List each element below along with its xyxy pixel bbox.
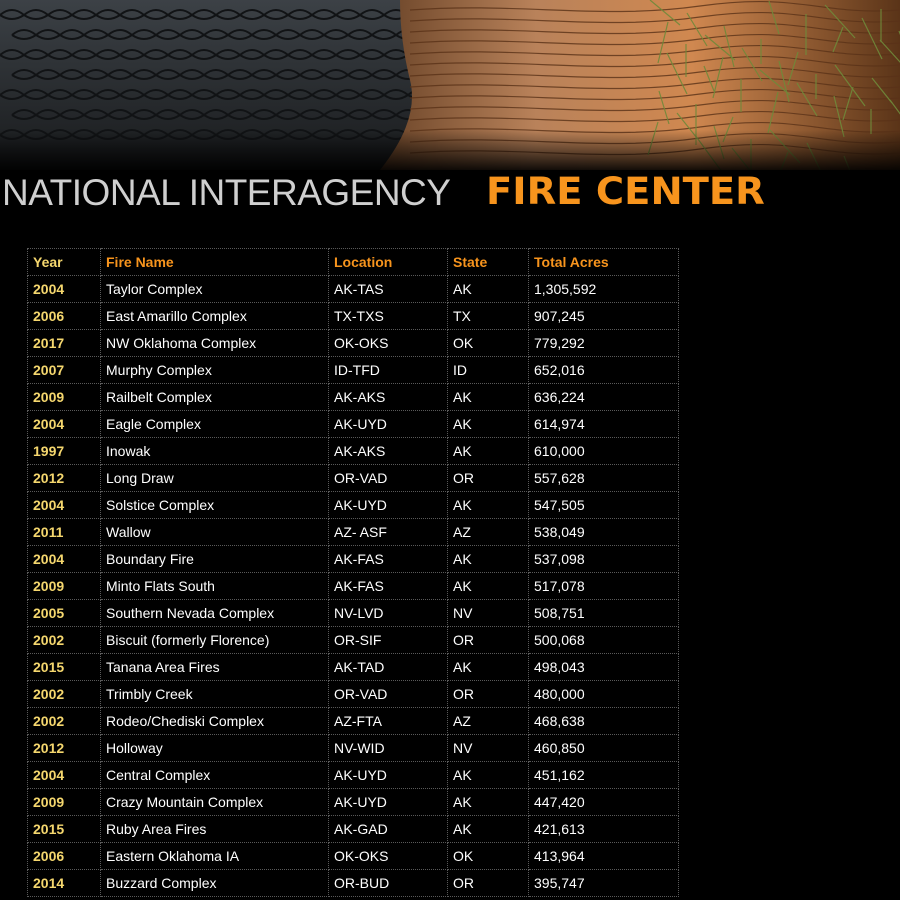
- table-row: [28, 411, 679, 438]
- cell-total-acres: 460,850: [529, 735, 679, 762]
- cell-state: TX: [448, 303, 529, 330]
- cell-fire-name: Boundary Fire: [101, 546, 329, 573]
- cell-location: AK-FAS: [329, 573, 448, 600]
- table-row: [28, 654, 679, 681]
- cell-year: 2012: [28, 465, 101, 492]
- cell-location: AK-GAD: [329, 816, 448, 843]
- cell-state: NV: [448, 735, 529, 762]
- cell-state: AZ: [448, 519, 529, 546]
- cell-fire-name: Taylor Complex: [101, 276, 329, 303]
- cell-location: OR-VAD: [329, 465, 448, 492]
- cell-total-acres: 517,078: [529, 573, 679, 600]
- cell-fire-name: NW Oklahoma Complex: [101, 330, 329, 357]
- cell-location: AK-UYD: [329, 762, 448, 789]
- cell-year: 2009: [28, 789, 101, 816]
- cell-year: 2014: [28, 870, 101, 897]
- cell-total-acres: 636,224: [529, 384, 679, 411]
- cell-state: OR: [448, 465, 529, 492]
- cell-total-acres: 907,245: [529, 303, 679, 330]
- cell-state: OR: [448, 627, 529, 654]
- cell-location: OR-SIF: [329, 627, 448, 654]
- cell-location: OR-BUD: [329, 870, 448, 897]
- table-row: [28, 762, 679, 789]
- table-row: [28, 870, 679, 897]
- cell-year: 2009: [28, 573, 101, 600]
- largest-fires-table: [27, 248, 679, 897]
- cell-year: 2004: [28, 546, 101, 573]
- cell-location: ID-TFD: [329, 357, 448, 384]
- cell-state: AZ: [448, 708, 529, 735]
- cell-state: AK: [448, 438, 529, 465]
- table-row: [28, 627, 679, 654]
- cell-total-acres: 537,098: [529, 546, 679, 573]
- header-year: Year: [28, 249, 101, 276]
- table-row: [28, 789, 679, 816]
- cell-fire-name: Tanana Area Fires: [101, 654, 329, 681]
- cell-year: 2007: [28, 357, 101, 384]
- cell-state: AK: [448, 411, 529, 438]
- cell-year: 2011: [28, 519, 101, 546]
- cell-state: OK: [448, 330, 529, 357]
- table-row: [28, 384, 679, 411]
- cell-year: 2004: [28, 762, 101, 789]
- table-row: [28, 816, 679, 843]
- cell-location: OK-OKS: [329, 843, 448, 870]
- cell-location: AK-UYD: [329, 789, 448, 816]
- cell-year: 2015: [28, 816, 101, 843]
- cell-state: ID: [448, 357, 529, 384]
- cell-total-acres: 421,613: [529, 816, 679, 843]
- cell-total-acres: 614,974: [529, 411, 679, 438]
- cell-year: 2005: [28, 600, 101, 627]
- cell-year: 2002: [28, 627, 101, 654]
- cell-total-acres: 547,505: [529, 492, 679, 519]
- cell-state: AK: [448, 384, 529, 411]
- cell-fire-name: Crazy Mountain Complex: [101, 789, 329, 816]
- header-fire-name: Fire Name: [101, 249, 329, 276]
- table-body: [28, 276, 679, 897]
- table-row: [28, 276, 679, 303]
- cell-fire-name: Long Draw: [101, 465, 329, 492]
- cell-year: 2012: [28, 735, 101, 762]
- cell-fire-name: East Amarillo Complex: [101, 303, 329, 330]
- table-row: [28, 330, 679, 357]
- cell-state: AK: [448, 816, 529, 843]
- cell-year: 2002: [28, 708, 101, 735]
- cell-year: 2006: [28, 843, 101, 870]
- cell-fire-name: Minto Flats South: [101, 573, 329, 600]
- cell-location: AK-TAS: [329, 276, 448, 303]
- cell-location: TX-TXS: [329, 303, 448, 330]
- header-state: State: [448, 249, 529, 276]
- cell-state: NV: [448, 600, 529, 627]
- cell-total-acres: 610,000: [529, 438, 679, 465]
- cell-year: 2004: [28, 492, 101, 519]
- cell-location: AZ- ASF: [329, 519, 448, 546]
- cell-year: 2004: [28, 411, 101, 438]
- table-row: [28, 357, 679, 384]
- cell-fire-name: Rodeo/Chediski Complex: [101, 708, 329, 735]
- table-row: [28, 465, 679, 492]
- cell-state: AK: [448, 573, 529, 600]
- cell-total-acres: 779,292: [529, 330, 679, 357]
- cell-state: AK: [448, 276, 529, 303]
- cell-total-acres: 1,305,592: [529, 276, 679, 303]
- cell-fire-name: Buzzard Complex: [101, 870, 329, 897]
- header-banner-image: [0, 0, 900, 170]
- cell-location: AZ-FTA: [329, 708, 448, 735]
- title-national-interagency: NATIONAL INTERAGENCY: [2, 172, 451, 213]
- table-row: [28, 600, 679, 627]
- header-location: Location: [329, 249, 448, 276]
- cell-fire-name: Trimbly Creek: [101, 681, 329, 708]
- cell-state: AK: [448, 492, 529, 519]
- cell-location: NV-LVD: [329, 600, 448, 627]
- cell-year: 2017: [28, 330, 101, 357]
- cell-total-acres: 395,747: [529, 870, 679, 897]
- cell-total-acres: 451,162: [529, 762, 679, 789]
- cell-fire-name: Southern Nevada Complex: [101, 600, 329, 627]
- cell-fire-name: Central Complex: [101, 762, 329, 789]
- cell-state: AK: [448, 546, 529, 573]
- cell-year: 2006: [28, 303, 101, 330]
- cell-total-acres: 652,016: [529, 357, 679, 384]
- site-title: [0, 168, 900, 218]
- cell-total-acres: 413,964: [529, 843, 679, 870]
- header-total-acres: Total Acres: [529, 249, 679, 276]
- cell-location: AK-FAS: [329, 546, 448, 573]
- table-row: [28, 735, 679, 762]
- title-fire-center: FIRE CENTER: [486, 170, 765, 213]
- table-row: [28, 681, 679, 708]
- cell-fire-name: Railbelt Complex: [101, 384, 329, 411]
- cell-state: OK: [448, 843, 529, 870]
- table-header-row: [28, 249, 679, 276]
- cell-total-acres: 538,049: [529, 519, 679, 546]
- cell-location: AK-UYD: [329, 492, 448, 519]
- cell-fire-name: Holloway: [101, 735, 329, 762]
- cell-location: AK-UYD: [329, 411, 448, 438]
- cell-location: OK-OKS: [329, 330, 448, 357]
- cell-year: 2002: [28, 681, 101, 708]
- cell-total-acres: 498,043: [529, 654, 679, 681]
- cell-total-acres: 468,638: [529, 708, 679, 735]
- table-row: [28, 573, 679, 600]
- cell-year: 1997: [28, 438, 101, 465]
- table-row: [28, 519, 679, 546]
- table-row: [28, 708, 679, 735]
- table-row: [28, 492, 679, 519]
- cell-total-acres: 447,420: [529, 789, 679, 816]
- cell-year: 2004: [28, 276, 101, 303]
- cell-fire-name: Biscuit (formerly Florence): [101, 627, 329, 654]
- cell-fire-name: Inowak: [101, 438, 329, 465]
- table-row: [28, 438, 679, 465]
- cell-fire-name: Solstice Complex: [101, 492, 329, 519]
- table-row: [28, 843, 679, 870]
- cell-fire-name: Eagle Complex: [101, 411, 329, 438]
- cell-state: OR: [448, 681, 529, 708]
- cell-fire-name: Eastern Oklahoma IA: [101, 843, 329, 870]
- cell-fire-name: Wallow: [101, 519, 329, 546]
- table-row: [28, 303, 679, 330]
- cell-year: 2015: [28, 654, 101, 681]
- cell-total-acres: 508,751: [529, 600, 679, 627]
- cell-state: AK: [448, 654, 529, 681]
- cell-location: AK-AKS: [329, 438, 448, 465]
- cell-location: OR-VAD: [329, 681, 448, 708]
- cell-year: 2009: [28, 384, 101, 411]
- cell-state: AK: [448, 762, 529, 789]
- table-row: [28, 546, 679, 573]
- banner-fade: [0, 130, 900, 170]
- cell-location: AK-AKS: [329, 384, 448, 411]
- cell-fire-name: Ruby Area Fires: [101, 816, 329, 843]
- cell-state: AK: [448, 789, 529, 816]
- cell-location: NV-WID: [329, 735, 448, 762]
- cell-total-acres: 480,000: [529, 681, 679, 708]
- cell-total-acres: 557,628: [529, 465, 679, 492]
- cell-location: AK-TAD: [329, 654, 448, 681]
- cell-total-acres: 500,068: [529, 627, 679, 654]
- cell-fire-name: Murphy Complex: [101, 357, 329, 384]
- cell-state: OR: [448, 870, 529, 897]
